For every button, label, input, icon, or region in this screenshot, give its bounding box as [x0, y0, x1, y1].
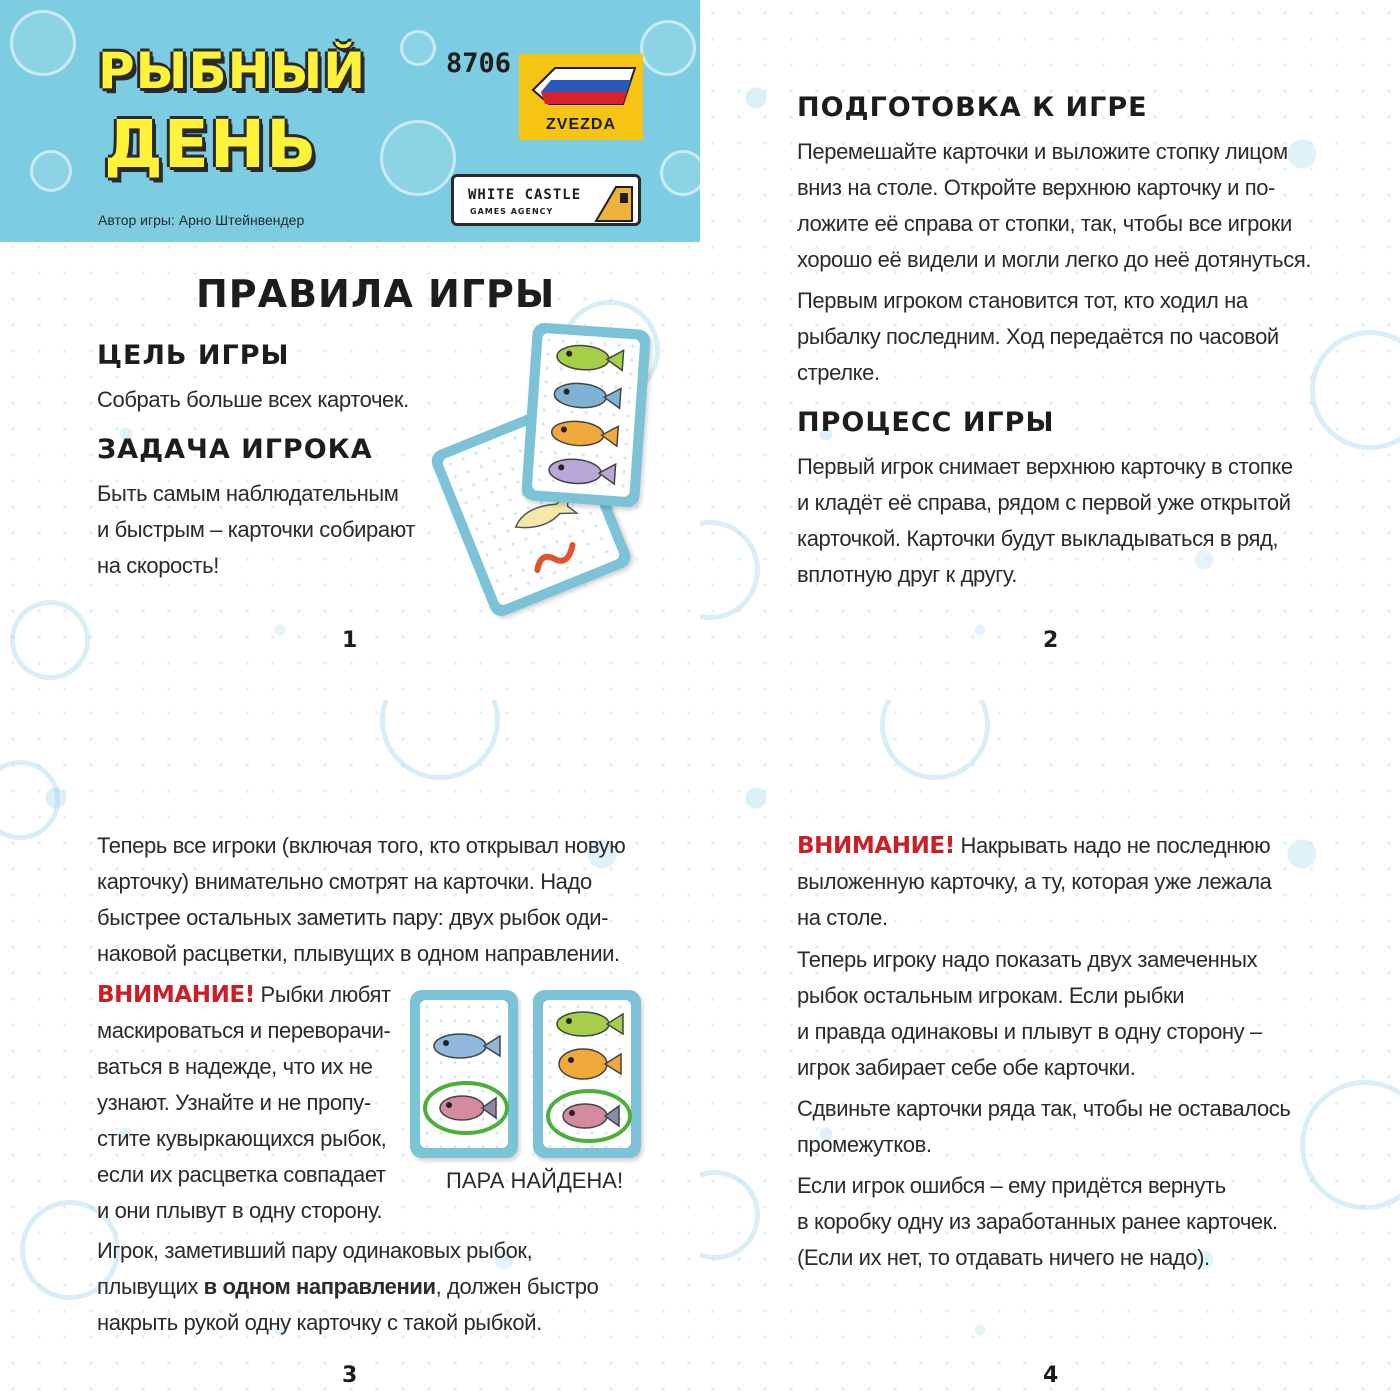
- white-castle-subtitle: GAMES AGENCY: [470, 207, 554, 216]
- page-number: 1: [342, 628, 358, 653]
- text-line: Первый игрок снимает верхнюю карточку в стопке: [797, 454, 1293, 479]
- text-line: маскироваться и переворачи-: [97, 1018, 391, 1043]
- task-text: [97, 476, 415, 584]
- text-line: карточку) внимательно смотрят на карточки. Надо: [97, 869, 592, 894]
- author-credit: Автор игры: Арно Штейнвендер: [98, 212, 305, 228]
- text-line: промежутков.: [797, 1132, 932, 1157]
- text-line: Теперь игроку надо показать двух замеченных: [797, 947, 1258, 972]
- game-logo-line2: ДЕНЬ: [104, 106, 318, 183]
- bubble-decoration: [660, 150, 700, 196]
- bubble-decoration: [10, 10, 76, 76]
- fish-card: [533, 990, 641, 1158]
- zvezda-logo: [519, 54, 643, 140]
- text-line: наковой расцветки, плывущих в одном направлении.: [97, 941, 620, 966]
- page-4: [700, 700, 1400, 1400]
- text-line: и правда одинаковы и плывут в одну сторону –: [797, 1019, 1262, 1044]
- text-line: быстрее остальных заметить пару: двух рыбок оди-: [97, 905, 609, 930]
- intro-text: [97, 828, 625, 972]
- text-line: хорошо её видели и могли легко до неё дотянуться.: [797, 247, 1312, 272]
- cover-header: [0, 0, 700, 242]
- text-line: , должен быстро: [435, 1274, 599, 1299]
- page-title: ПРАВИЛА ИГРЫ: [196, 272, 556, 316]
- bubble-decoration: [1310, 330, 1400, 450]
- text-line: (Если их нет, то отдавать ничего не надо).: [797, 1245, 1210, 1270]
- text-line: на скорость!: [97, 553, 219, 578]
- text-line: игрок забирает себе обе карточки.: [797, 1055, 1136, 1080]
- text-line: Сдвиньте карточки ряда так, чтобы не оставалось: [797, 1096, 1291, 1121]
- text-line: вплотную друг к другу.: [797, 562, 1017, 587]
- fish-icon: [552, 340, 628, 377]
- bubble-decoration: [0, 760, 60, 840]
- goal-heading: ЦЕЛЬ ИГРЫ: [97, 340, 290, 371]
- text-line: если их расцветка совпадает: [97, 1162, 386, 1187]
- warning-text: [97, 977, 391, 1229]
- task-heading: ЗАДАЧА ИГРОКА: [97, 434, 373, 465]
- bubble-decoration: [380, 700, 500, 780]
- fish-card: [410, 990, 518, 1158]
- warning-label: ВНИМАНИЕ!: [797, 833, 955, 859]
- prep-text: [797, 134, 1311, 278]
- text-line: Накрывать надо не последнюю: [954, 833, 1271, 858]
- product-code: 8706: [446, 48, 512, 79]
- text-line: стрелке.: [797, 360, 880, 385]
- text-line: выложенную карточку, а ту, которая уже лежала: [797, 869, 1272, 894]
- process-heading: ПРОЦЕСС ИГРЫ: [797, 407, 1055, 438]
- game-logo-line1: РЫБНЫЙ: [98, 42, 367, 100]
- fish-icon: [430, 1030, 504, 1062]
- text-line: ваться в надежде, что их не: [97, 1054, 373, 1079]
- bubble-decoration: [700, 1170, 760, 1260]
- bubble-decoration: [880, 700, 990, 780]
- process-text: [797, 449, 1293, 593]
- text-line: Если игрок ошибся – ему придётся вернуть: [797, 1173, 1226, 1198]
- text-line: накрыть рукой одну карточку с такой рыбкой.: [97, 1310, 542, 1335]
- white-castle-logo: [451, 174, 641, 226]
- worm-icon: [527, 536, 582, 577]
- page-1: [0, 0, 700, 700]
- bubble-decoration: [1300, 1080, 1400, 1210]
- fish-icon: [549, 378, 625, 415]
- page-number: 4: [1043, 1363, 1059, 1388]
- fish-icon: [553, 1008, 627, 1040]
- shift-text: [797, 1091, 1290, 1163]
- page-number: 3: [342, 1363, 358, 1388]
- text-line: стите кувыркающихся рыбок,: [97, 1126, 387, 1151]
- bubble-decoration: [700, 520, 760, 620]
- text-line: Игрок, заметивший пару одинаковых рыбок,: [97, 1238, 533, 1263]
- fish-card: [521, 322, 651, 508]
- first-player-text: [797, 283, 1279, 391]
- fish-icon: [553, 1046, 627, 1082]
- bubble-decoration: [640, 20, 696, 76]
- text-line: карточкой. Карточки будут выкладываться в ряд,: [797, 526, 1279, 551]
- page-number: 2: [1043, 628, 1059, 653]
- text-line: на столе.: [797, 905, 888, 930]
- emphasis-text: в одном направлении: [203, 1274, 436, 1299]
- mistake-text: [797, 1168, 1278, 1276]
- castle-tower-icon: [594, 181, 634, 223]
- warning-label: ВНИМАНИЕ!: [97, 982, 255, 1008]
- text-line: узнают. Узнайте и не пропу-: [97, 1090, 371, 1115]
- prep-heading: ПОДГОТОВКА К ИГРЕ: [797, 92, 1148, 123]
- goal-text: Собрать больше всех карточек.: [97, 387, 409, 412]
- page-2: [700, 0, 1400, 700]
- text-line: и быстрым – карточки собирают: [97, 517, 416, 542]
- warning-text: [797, 828, 1272, 936]
- text-line: Рыбки любят: [254, 982, 391, 1007]
- fish-icon: [544, 453, 620, 490]
- matched-fish-icon: [422, 1080, 510, 1136]
- text-line: и кладёт её справа, рядом с первой уже открытой: [797, 490, 1291, 515]
- page-3: [0, 700, 700, 1400]
- fish-icon: [547, 415, 623, 452]
- text-line: и они плывут в одну сторону.: [97, 1198, 383, 1223]
- white-castle-wordmark: WHITE CASTLE: [468, 187, 582, 203]
- text-line: плывущих: [97, 1274, 204, 1299]
- bubble-decoration: [30, 150, 72, 192]
- text-line: Теперь все игроки (включая того, кто открывал новую: [97, 833, 626, 858]
- show-text: [797, 942, 1262, 1086]
- text-line: вниз на столе. Откройте верхнюю карточку и по-: [797, 175, 1275, 200]
- bubble-decoration: [400, 30, 436, 66]
- text-line: ложите её справа от стопки, так, чтобы все игроки: [797, 211, 1292, 236]
- text-line: Перемешайте карточки и выложите стопку лицом: [797, 139, 1288, 164]
- pair-found-caption: ПАРА НАЙДЕНА!: [446, 1168, 624, 1193]
- text-line: рыбок остальным игрокам. Если рыбки: [797, 983, 1185, 1008]
- zvezda-wordmark: ZVEZDA: [546, 116, 616, 133]
- bubble-decoration: [380, 120, 456, 196]
- bubble-decoration: [10, 600, 90, 680]
- final-text: [97, 1233, 598, 1341]
- text-line: Первым игроком становится тот, кто ходил на: [797, 288, 1248, 313]
- text-line: в коробку одну из заработанных ранее карточек.: [797, 1209, 1278, 1234]
- text-line: Быть самым наблюдательным: [97, 481, 399, 506]
- matched-fish-icon: [545, 1088, 633, 1144]
- text-line: рыбалку последним. Ход передаётся по часовой: [797, 324, 1279, 349]
